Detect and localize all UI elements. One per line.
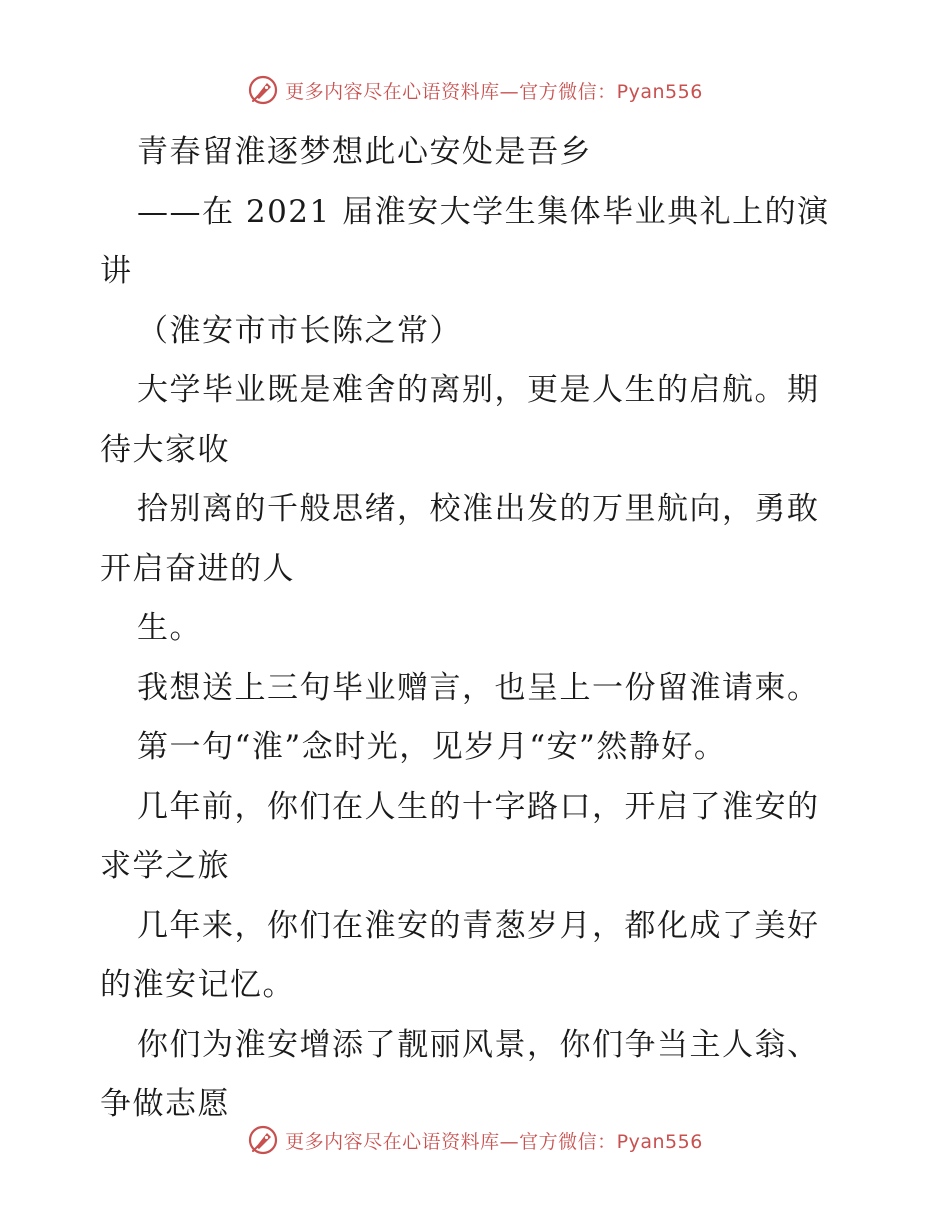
speech-subtitle: ——在 2021 届淮安大学生集体毕业典礼上的演 <box>137 193 830 230</box>
pen-nib-logo-icon <box>247 1124 279 1156</box>
speaker-line: （淮安市市长陈之常） <box>137 312 462 349</box>
header-banner <box>0 70 950 110</box>
body-paragraph-line: 开启奋进的人 <box>100 550 295 587</box>
body-paragraph-line: 你们为淮安增添了靓丽风景，你们争当主人翁、 <box>137 1026 820 1063</box>
body-paragraph-line: 争做志愿 <box>100 1086 230 1122</box>
body-paragraph-line: 生。 <box>137 610 202 646</box>
pen-nib-logo-icon <box>247 74 279 106</box>
speech-subtitle-continued: 讲 <box>100 253 133 289</box>
footer-banner-text: 更多内容尽在心语资料库—官方微信：Pyan556 <box>285 1130 703 1153</box>
body-paragraph-line: 几年前，你们在人生的十字路口，开启了淮安的 <box>137 788 820 825</box>
body-paragraph-line: 拾别离的千般思绪，校准出发的万里航向，勇敢 <box>137 491 820 527</box>
body-paragraph-line: 的淮安记忆。 <box>100 967 295 1003</box>
body-paragraph-line: 求学之旅 <box>100 848 230 884</box>
body-paragraph-line: 待大家收 <box>100 431 230 468</box>
speech-title: 青春留淮逐梦想此心安处是吾乡 <box>137 134 592 170</box>
body-paragraph-line: 第一句“淮”念时光，见岁月“安”然静好。 <box>137 729 727 765</box>
footer-banner <box>0 1120 950 1160</box>
body-paragraph-line: 大学毕业既是难舍的离别，更是人生的启航。期 <box>137 372 820 408</box>
body-paragraph-line: 我想送上三句毕业赠言，也呈上一份留淮请柬。 <box>137 669 820 706</box>
body-paragraph-line: 几年来，你们在淮安的青葱岁月，都化成了美好 <box>137 907 820 944</box>
header-banner-text: 更多内容尽在心语资料库—官方微信：Pyan556 <box>285 80 703 103</box>
document-body <box>100 123 860 1135</box>
